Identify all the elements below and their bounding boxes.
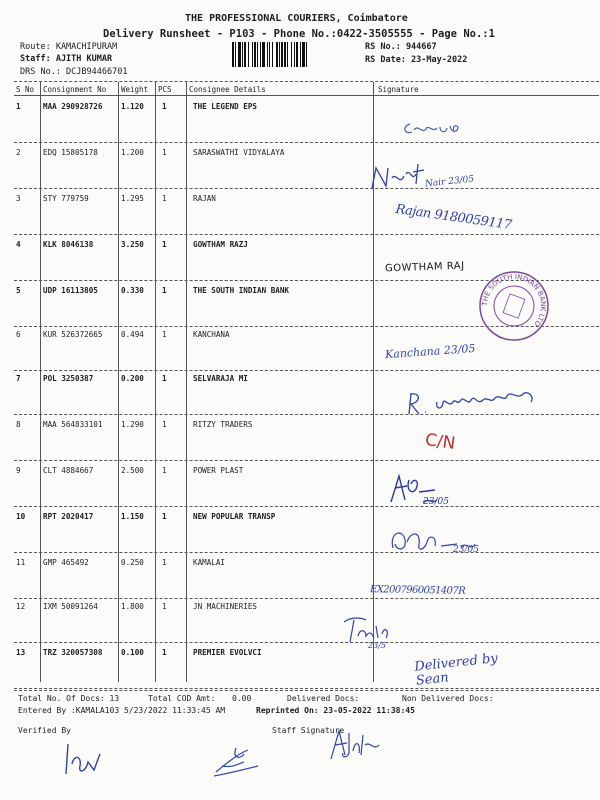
svg-text:THE SOUTH INDIAN BANK LTD: THE SOUTH INDIAN BANK LTD — [480, 272, 548, 328]
row-divider — [14, 370, 599, 371]
staff-label: Staff: AJITH KUMAR — [20, 54, 113, 64]
signature-row-10 — [385, 522, 495, 556]
row-consignee: THE LEGEND EPS — [193, 102, 258, 111]
route-label: Route: KAMACHIPURAM — [20, 42, 118, 52]
total-cod-value: 0.00 — [232, 694, 252, 703]
row-weight: 1.200 — [121, 148, 144, 157]
row-pcs: 1 — [162, 330, 167, 339]
row-pcs: 1 — [162, 558, 167, 567]
row-divider — [14, 506, 599, 507]
row-weight: 1.120 — [121, 102, 144, 111]
col-header-consignee: Consignee Details — [189, 85, 266, 94]
row-weight: 0.494 — [121, 330, 144, 339]
verifier-signature — [60, 734, 110, 778]
handwritten-row-4: GOWTHAM RAJ — [384, 260, 465, 275]
row-pcs: 1 — [162, 466, 167, 475]
rs-number: RS No.: 944667 — [365, 42, 437, 52]
row-consignee: THE SOUTH INDIAN BANK — [193, 286, 290, 295]
signature-row-9 — [385, 472, 465, 508]
row-weight: 1.800 — [121, 602, 144, 611]
row-sno: 1 — [16, 102, 21, 111]
row-divider — [14, 688, 599, 689]
svg-text:23/5: 23/5 — [368, 641, 386, 650]
verified-by-label: Verified By — [18, 726, 71, 735]
handwritten-row-8: C/N — [423, 429, 457, 455]
row-divider — [14, 552, 599, 553]
row-consignment-no: IXM 50091264 — [43, 602, 98, 611]
bank-stamp — [478, 270, 550, 342]
row-sno: 12 — [16, 602, 26, 611]
header-top-rule — [14, 81, 599, 82]
row-consignment-no: MAA 290928726 — [43, 102, 103, 111]
row-consignee: GOWTHAM RAZJ — [193, 240, 248, 249]
row-consignment-no: STY 779759 — [43, 194, 89, 203]
row-weight: 1.290 — [121, 420, 144, 429]
entered-by: Entered By :KAMALA103 5/23/2022 11:33:45 AM — [18, 706, 226, 715]
row-divider — [14, 598, 599, 599]
barcode — [232, 42, 354, 67]
row-pcs: 1 — [162, 374, 167, 383]
handwritten-row-13: Delivered by Sean — [413, 651, 499, 689]
row-divider — [14, 142, 599, 143]
row-pcs: 1 — [162, 420, 167, 429]
row-weight: 1.150 — [121, 512, 144, 521]
row-sno: 3 — [16, 194, 21, 203]
handwritten-row-11: EX2007960051407R — [369, 584, 466, 597]
row-consignment-no: TRZ 320057308 — [43, 648, 103, 657]
row-consignee: RITZY TRADERS — [193, 420, 253, 429]
document-title: THE PROFESSIONAL COURIERS, Coimbatore — [185, 13, 408, 24]
row-pcs: 1 — [162, 148, 167, 157]
row-pcs: 1 — [162, 286, 167, 295]
reprinted-on: Reprinted On: 23-05-2022 11:38:45 — [256, 706, 415, 715]
row-weight: 0.200 — [121, 374, 144, 383]
row-weight: 3.250 — [121, 240, 144, 249]
row-sno: 10 — [16, 512, 26, 521]
row-pcs: 1 — [162, 102, 167, 111]
row-sno: 6 — [16, 330, 21, 339]
col-header-signature: Signature — [378, 85, 419, 94]
row-consignment-no: KUR 526372665 — [43, 330, 103, 339]
row-sno: 4 — [16, 240, 21, 249]
drs-number: DRS No.: DCJB94466701 — [20, 67, 128, 77]
row-consignment-no: KLK 8046138 — [43, 240, 94, 249]
row-consignee: RAJAN — [193, 194, 216, 203]
runsheet-subtitle: Delivery Runsheet - P103 - Phone No.:0422-3505555 - Page No.:1 — [103, 28, 495, 40]
row-consignee: NEW POPULAR TRANSP — [193, 512, 276, 521]
handwritten-row-2: Nair 23/05 — [424, 174, 475, 190]
row-consignee: SARASWATHI VIDYALAYA — [193, 148, 285, 157]
col-divider — [40, 82, 41, 682]
signature-row-1 — [400, 118, 470, 140]
col-divider — [186, 82, 187, 682]
row-sno: 2 — [16, 148, 21, 157]
row-weight: 2.500 — [121, 466, 144, 475]
row-divider — [14, 188, 599, 189]
row-weight: 0.250 — [121, 558, 144, 567]
row-consignee: SELVARAJA MI — [193, 374, 248, 383]
row-consignment-no: GMP 465492 — [43, 558, 89, 567]
delivered-docs: Delivered Docs: — [287, 694, 360, 703]
row-pcs: 1 — [162, 194, 167, 203]
handwritten-row-6: Kanchana 23/05 — [384, 341, 476, 362]
row-consignment-no: RPT 2020417 — [43, 512, 94, 521]
handwritten-row-3: Rajan 9180059117 — [394, 201, 513, 234]
col-header-weight: Weight — [121, 85, 149, 94]
footer-rule — [14, 690, 599, 691]
col-header-pcs: PCS — [158, 85, 172, 94]
row-sno: 13 — [16, 648, 26, 657]
second-signature — [208, 740, 268, 780]
row-consignment-no: EDQ 15805178 — [43, 148, 98, 157]
row-pcs: 1 — [162, 648, 167, 657]
row-consignee: KAMALAI — [193, 558, 226, 567]
row-divider — [14, 234, 599, 235]
staff-signature-label: Staff Signature — [272, 726, 345, 735]
col-divider — [118, 82, 119, 682]
row-pcs: 1 — [162, 512, 167, 521]
row-weight: 0.100 — [121, 648, 144, 657]
row-sno: 11 — [16, 558, 26, 567]
row-sno: 5 — [16, 286, 21, 295]
rs-date: RS Date: 23-May-2022 — [365, 55, 468, 65]
svg-text:23/05: 23/05 — [453, 545, 479, 555]
row-weight: 1.295 — [121, 194, 144, 203]
signature-row-7 — [405, 388, 555, 418]
row-divider — [14, 460, 599, 461]
row-sno: 8 — [16, 420, 21, 429]
row-divider — [14, 642, 599, 643]
row-consignee: KANCHANA — [193, 330, 230, 339]
row-sno: 9 — [16, 466, 21, 475]
header-bottom-rule — [14, 95, 599, 96]
col-header-consignment: Consignment No — [43, 85, 107, 94]
total-cod-label: Total COD Amt: — [148, 694, 216, 703]
row-consignee: JN MACHINERIES — [193, 602, 258, 611]
non-delivered-docs: Non Delivered Docs: — [402, 694, 494, 703]
row-pcs: 1 — [162, 602, 167, 611]
svg-text:23/05: 23/05 — [423, 497, 449, 507]
row-consignment-no: CLT 4884667 — [43, 466, 94, 475]
row-consignee: PREMIER EVOLVCI — [193, 648, 262, 657]
row-sno: 7 — [16, 374, 21, 383]
signature-row-12 — [338, 612, 398, 652]
total-docs: Total No. Of Docs: 13 — [18, 694, 120, 703]
col-header-sno: S No — [16, 85, 35, 94]
row-consignment-no: MAA 564833101 — [43, 420, 103, 429]
row-consignment-no: UDP 16113805 — [43, 286, 98, 295]
staff-signature — [325, 725, 385, 765]
col-divider — [155, 82, 156, 682]
row-consignment-no: POL 3250387 — [43, 374, 94, 383]
row-pcs: 1 — [162, 240, 167, 249]
row-weight: 0.330 — [121, 286, 144, 295]
row-consignee: POWER PLAST — [193, 466, 244, 475]
